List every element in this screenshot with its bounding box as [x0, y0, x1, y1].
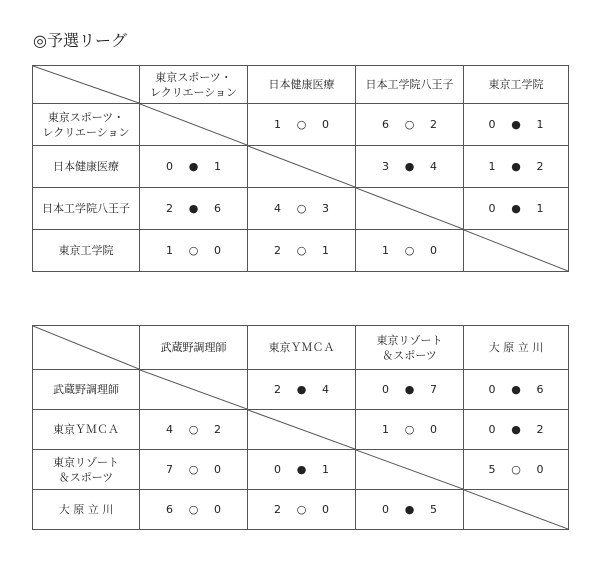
score-away: 1 [322, 463, 329, 476]
team-name-line: 日本工学院八王子 [365, 78, 454, 91]
result-mark: ● [511, 160, 521, 173]
score-cell [464, 450, 569, 490]
row-header [33, 230, 140, 272]
match-score [271, 382, 333, 397]
score-home: 1 [274, 118, 281, 131]
score-home: 0 [488, 202, 496, 215]
diagonal-line [33, 66, 139, 103]
score-home: 0 [488, 383, 496, 396]
table-row [33, 104, 569, 146]
row-header [33, 450, 140, 490]
table-row [33, 490, 569, 530]
result-mark: ○ [296, 202, 307, 215]
diagonal-line [464, 490, 568, 529]
diagonal-line [464, 230, 568, 271]
result-mark: ○ [296, 118, 307, 131]
row-header [33, 104, 140, 146]
league-table-2 [32, 325, 569, 530]
score-cell [140, 146, 248, 188]
self-match-cell [464, 490, 569, 530]
score-cell [356, 104, 464, 146]
score-home: 1 [382, 423, 389, 436]
result-mark: ○ [404, 423, 415, 436]
score-away: 6 [214, 202, 221, 215]
match-score [271, 462, 333, 477]
match-score [163, 159, 225, 174]
score-cell [140, 450, 248, 490]
score-away: 1 [536, 118, 544, 131]
score-cell [356, 490, 464, 530]
score-cell [356, 410, 464, 450]
match-score [379, 243, 441, 258]
result-mark: ○ [404, 118, 415, 131]
diagonal-line [356, 188, 463, 229]
corner-cell [33, 326, 140, 370]
score-cell [248, 490, 356, 530]
score-away: 4 [430, 160, 437, 173]
match-score [485, 382, 547, 397]
match-score [379, 382, 441, 397]
result-mark: ● [511, 118, 521, 131]
match-score [485, 201, 547, 216]
team-name-line: 東京リゾート [376, 333, 443, 347]
table-row [33, 146, 569, 188]
score-away: 1 [536, 202, 544, 215]
score-home: 6 [166, 503, 173, 516]
team-name-line: 大 原 立 川 [488, 341, 544, 354]
score-home: 2 [274, 244, 281, 257]
score-cell [464, 370, 569, 410]
match-score [379, 502, 441, 517]
score-cell [356, 370, 464, 410]
team-name-line: 武蔵野調理師 [53, 383, 119, 396]
result-mark: ○ [188, 503, 199, 516]
score-cell [356, 230, 464, 272]
score-cell [248, 230, 356, 272]
table-row [33, 450, 569, 490]
column-header [140, 66, 248, 104]
match-score [271, 117, 333, 132]
score-cell [248, 450, 356, 490]
team-name-line: 東京スポーツ・ [155, 70, 232, 84]
page-title: ◎予選リーグ [33, 31, 127, 50]
result-mark: ○ [296, 244, 307, 257]
score-away: 2 [536, 160, 544, 173]
match-score [379, 422, 441, 437]
result-mark: ○ [404, 244, 415, 257]
match-score [163, 422, 225, 437]
score-home: 0 [488, 423, 496, 436]
match-score [163, 243, 225, 258]
diagonal-line [33, 326, 139, 369]
match-score [271, 201, 333, 216]
score-cell [248, 370, 356, 410]
team-name-line: ＆スポーツ [382, 348, 437, 362]
diagonal-line [356, 450, 463, 489]
score-cell [140, 410, 248, 450]
score-cell [356, 146, 464, 188]
result-mark: ○ [511, 463, 521, 476]
score-away: 7 [430, 383, 437, 396]
match-score [485, 159, 547, 174]
match-score [485, 422, 547, 437]
score-cell [248, 188, 356, 230]
diagonal-line [140, 370, 247, 409]
header-row [33, 66, 569, 104]
score-away: 6 [536, 383, 544, 396]
team-name-line: ＆スポーツ [58, 470, 114, 484]
result-mark: ● [188, 202, 199, 215]
team-name-line: レクリエーション [149, 85, 238, 99]
team-name-line: 大 原 立 川 [58, 503, 114, 516]
score-away: 3 [322, 202, 329, 215]
result-mark: ● [404, 503, 415, 516]
team-name-line: 日本工学院八王子 [42, 202, 130, 215]
match-score [163, 502, 225, 517]
result-mark: ● [296, 463, 307, 476]
score-home: 3 [382, 160, 389, 173]
match-score [379, 117, 441, 132]
result-mark: ● [511, 423, 521, 436]
row-header [33, 188, 140, 230]
result-mark: ● [188, 160, 199, 173]
match-score [271, 502, 333, 517]
self-match-cell [248, 146, 356, 188]
score-home: 4 [274, 202, 281, 215]
team-name-line: 東京ＹＭＣＡ [268, 341, 335, 354]
score-away: 0 [214, 463, 221, 476]
table-row [33, 188, 569, 230]
score-away: 0 [322, 118, 329, 131]
team-name-line: 東京工学院 [488, 78, 544, 91]
team-name-line: 東京スポーツ・ [47, 110, 125, 124]
row-header [33, 370, 140, 410]
score-home: 6 [382, 118, 389, 131]
team-name-line: 東京ＹＭＣＡ [53, 423, 119, 436]
result-mark: ● [404, 383, 415, 396]
score-home: 2 [166, 202, 173, 215]
score-home: 7 [166, 463, 173, 476]
table-row [33, 410, 569, 450]
score-cell [140, 230, 248, 272]
team-name-line: レクリエーション [42, 125, 130, 139]
column-header [356, 326, 464, 370]
score-home: 0 [488, 118, 496, 131]
score-home: 4 [166, 423, 173, 436]
score-away: 0 [536, 463, 544, 476]
diagonal-line [248, 146, 355, 187]
result-mark: ○ [188, 463, 199, 476]
score-away: 0 [322, 503, 329, 516]
score-away: 4 [322, 383, 329, 396]
team-name-line: 東京リゾート [53, 455, 119, 469]
self-match-cell [356, 188, 464, 230]
score-away: 1 [322, 244, 329, 257]
column-header [464, 66, 569, 104]
result-mark: ● [404, 160, 415, 173]
row-header [33, 410, 140, 450]
table-row [33, 370, 569, 410]
score-away: 0 [214, 503, 221, 516]
self-match-cell [356, 450, 464, 490]
score-home: 2 [274, 383, 281, 396]
result-mark: ● [511, 202, 521, 215]
score-cell [464, 104, 569, 146]
score-away: 5 [430, 503, 437, 516]
column-header [248, 326, 356, 370]
match-score [163, 201, 225, 216]
corner-cell [33, 66, 140, 104]
score-away: 2 [214, 423, 221, 436]
self-match-cell [140, 104, 248, 146]
score-away: 0 [430, 423, 437, 436]
match-score [379, 159, 441, 174]
self-match-cell [140, 370, 248, 410]
column-header [140, 326, 248, 370]
score-home: 1 [488, 160, 496, 173]
score-home: 0 [382, 383, 389, 396]
match-score [485, 462, 547, 477]
score-home: 0 [382, 503, 389, 516]
score-cell [140, 188, 248, 230]
score-home: 5 [488, 463, 496, 476]
score-away: 2 [536, 423, 544, 436]
result-mark: ● [296, 383, 307, 396]
score-home: 1 [166, 244, 173, 257]
match-score [271, 243, 333, 258]
team-name-line: 日本健康医療 [53, 160, 119, 173]
score-away: 1 [214, 160, 221, 173]
column-header [464, 326, 569, 370]
row-header [33, 490, 140, 530]
column-header [248, 66, 356, 104]
result-mark: ○ [296, 503, 307, 516]
diagonal-line [140, 104, 247, 145]
result-mark: ● [511, 383, 521, 396]
score-home: 2 [274, 503, 281, 516]
header-row [33, 326, 569, 370]
league-table-1 [32, 65, 569, 272]
score-home: 0 [166, 160, 173, 173]
score-away: 0 [214, 244, 221, 257]
score-away: 2 [430, 118, 437, 131]
score-home: 0 [274, 463, 281, 476]
match-score [485, 117, 547, 132]
match-score [163, 462, 225, 477]
team-name-line: 日本健康医療 [268, 78, 335, 91]
self-match-cell [248, 410, 356, 450]
score-cell [464, 146, 569, 188]
score-cell [248, 104, 356, 146]
column-header [356, 66, 464, 104]
diagonal-line [248, 410, 355, 449]
score-away: 0 [430, 244, 437, 257]
score-home: 1 [382, 244, 389, 257]
row-header [33, 146, 140, 188]
result-mark: ○ [188, 423, 199, 436]
score-cell [464, 188, 569, 230]
team-name-line: 武蔵野調理師 [160, 341, 227, 354]
result-mark: ○ [188, 244, 199, 257]
team-name-line: 東京工学院 [58, 244, 114, 257]
score-cell [464, 410, 569, 450]
self-match-cell [464, 230, 569, 272]
score-cell [140, 490, 248, 530]
table-row [33, 230, 569, 272]
